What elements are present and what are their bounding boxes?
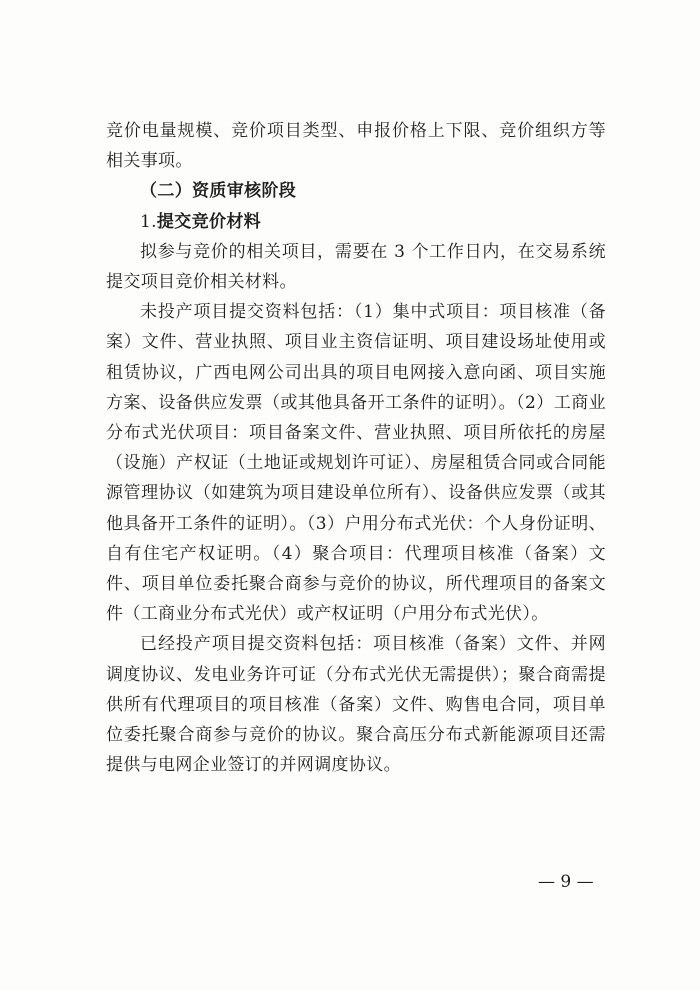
paragraph-submit-materials: 拟参与竞价的相关项目，需要在 3 个工作日内，在交易系统提交项目竞价相关材料。 [106,241,606,293]
subsection-heading [106,207,606,237]
subsection-title: 提交竞价材料 [156,211,262,232]
paragraph-continuation: 竞价电量规模、竞价项目类型、申报价格上下限、竞价组织方等相关事项。 [106,121,606,172]
subsection-number: 1. [140,211,157,232]
page-number: — 9 — [538,872,594,892]
paragraph-unbuilt-projects: 未投产项目提交资料包括：（1）集中式项目：项目核准（备案）文件、营业执照、项目业主资信证明、项目建设场址使用或租赁协议，广西电网公司出具的项目电网接入意向函、项目实施方案、设备供应发票（或其他具备开工条件的证明）。（2）工商业分布式光伏项目：项目备案文件、营业执照、项目所依托的房屋（设施）产权证（土地证或规划许可证）、房屋租赁合同或合同能源管理协议（如建筑为项目建设单位所有）、设备供应发票（或其他具备开工条件的证明）。（3）户用分布式光伏：个人身份证明、自有住宅产权证明。（4）聚合项目：代理项目核准（备案）文件、项目单位委托聚合商参与竞价的协议，所代理项目的备案文件（工商业分布式光伏）或产权证明（户用分布式光伏）。 [106,302,606,625]
section-heading: （二）资质审核阶段 [140,181,297,202]
paragraph-operational-projects: 已经投产项目提交资料包括：项目核准（备案）文件、并网调度协议、发电业务许可证（分布式光伏无需提供）；聚合商需提供所有代理项目的项目核准（备案）文件、购售电合同，项目单位委托聚合商参与竞价的协议。聚合高压分布式新能源项目还需提供与电网企业签订的并网调度协议。 [106,634,606,776]
document-body [106,116,606,780]
